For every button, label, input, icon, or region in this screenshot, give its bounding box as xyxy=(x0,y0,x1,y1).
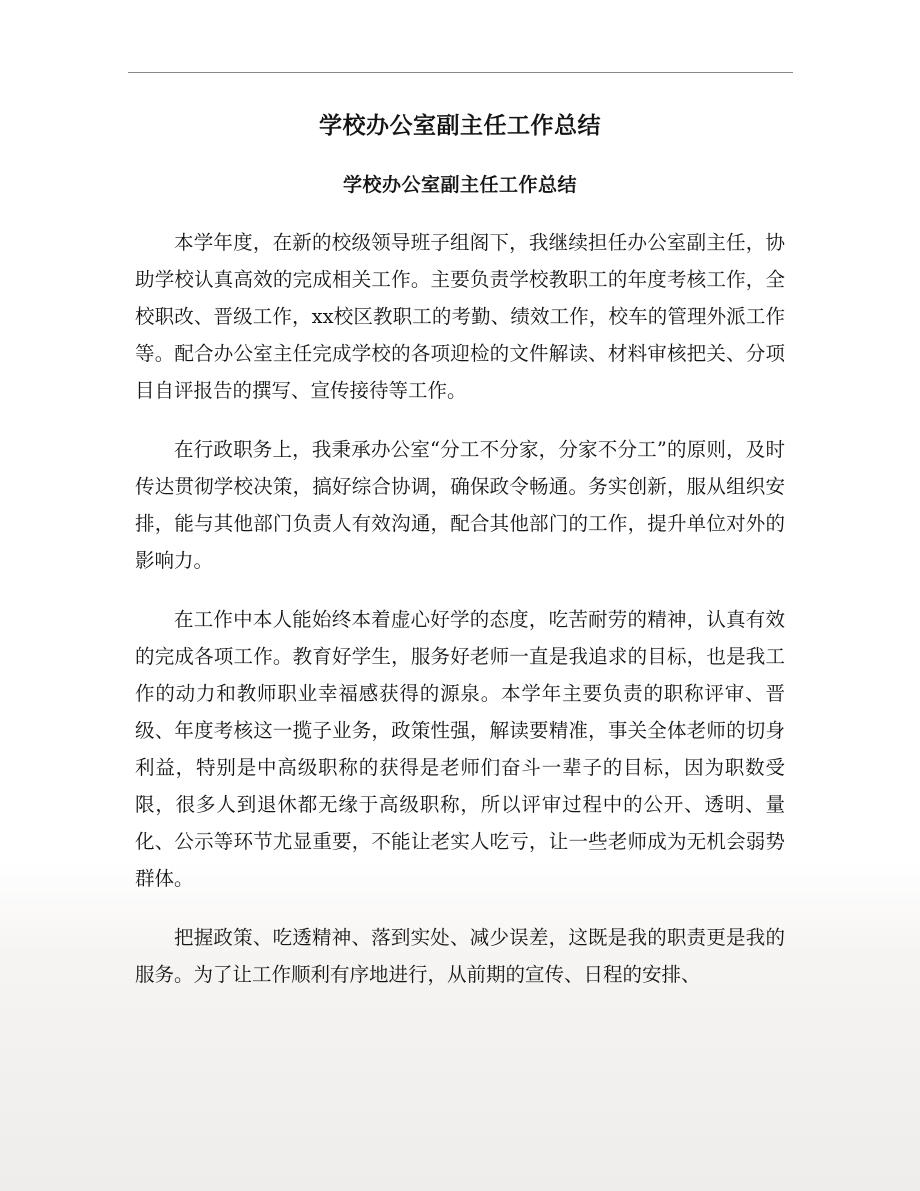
paragraph: 在行政职务上，我秉承办公室“分工不分家，分家不分工”的原则，及时传达贯彻学校决策，搞好综合协调，确保政令畅通。务实创新，服从组织安排，能与其他部门负责人有效沟通，配合其他部门的工作，提升单位对外的影响力。 xyxy=(135,438,785,572)
header-rule xyxy=(128,72,793,73)
document-title: 学校办公室副主任工作总结 xyxy=(319,112,601,139)
paragraph: 本学年度，在新的校级领导班子组阁下，我继续担任办公室副主任，协助学校认真高效的完成相关工作。主要负责学校教职工的年度考核工作，全校职改、晋级工作，xx校区教职工的考勤、绩效工作，校车的管理外派工作等。配合办公室主任完成学校的各项迎检的文件解读、材料审核把关、分项目自评报告的撰写、宣传接待等工作。 xyxy=(135,231,785,402)
paragraph: 把握政策、吃透精神、落到实处、减少误差，这既是我的职责更是我的服务。为了让工作顺利有序地进行，从前期的宣传、日程的安排、 xyxy=(135,926,785,986)
document-subtitle: 学校办公室副主任工作总结 xyxy=(342,174,577,196)
document-body xyxy=(135,224,785,1015)
paragraph: 在工作中本人能始终本着虚心好学的态度，吃苦耐劳的精神，认真有效的完成各项工作。教育好学生，服务好老师一直是我追求的目标，也是我工作的动力和教师职业幸福感获得的源泉。本学年主要负责的职称评审、晋级、年度考核这一揽子业务，政策性强，解读要精准，事关全体老师的切身利益，特别是中高级职称的获得是老师们奋斗一辈子的目标，因为职数受限，很多人到退休都无缘于高级职称，所以评审过程中的公开、透明、量化、公示等环节尤显重要，不能让老实人吃亏，让一些老师成为无机会弱势群体。 xyxy=(135,608,785,890)
